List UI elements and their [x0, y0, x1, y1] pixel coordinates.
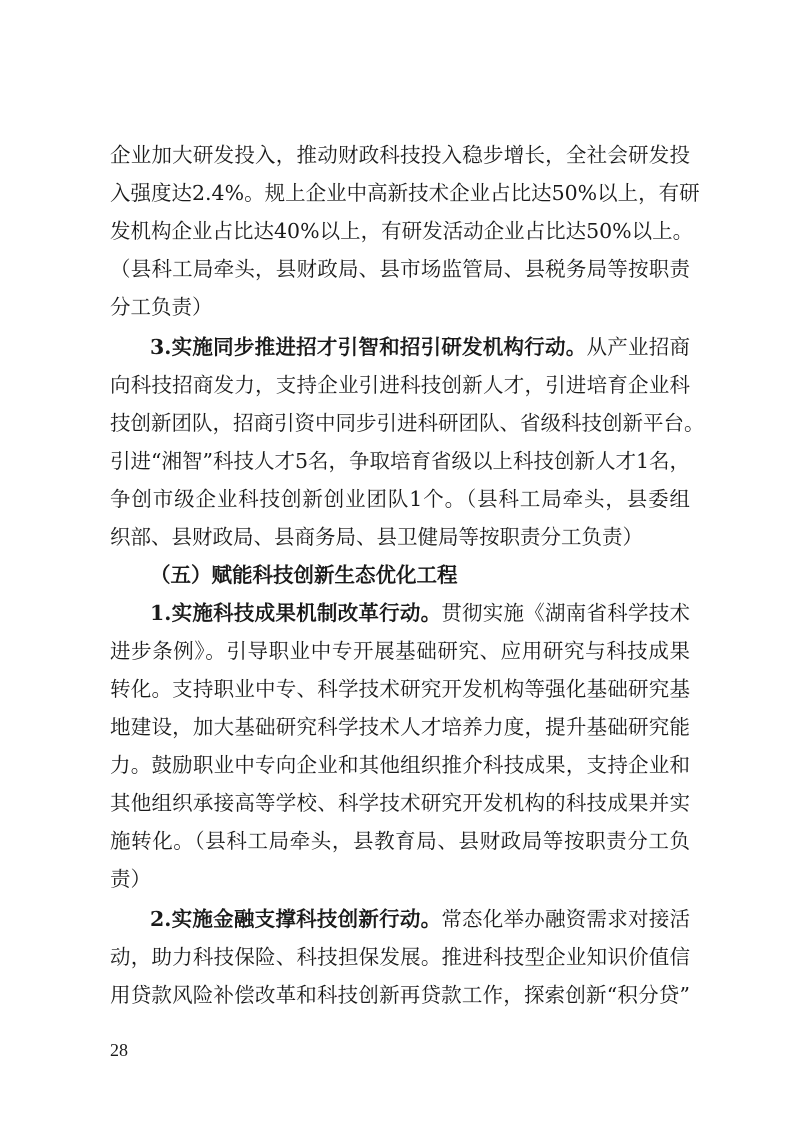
paragraph-first-line	[150, 332, 690, 362]
paragraph-line: 用贷款风险补偿改革和科技创新再贷款工作，探索创新“积分贷”	[110, 983, 690, 1007]
paragraph-text: 常态化举办融资需求对接活	[441, 907, 690, 931]
paragraph-line: 责）	[110, 867, 151, 891]
paragraph-text: 从产业招商	[586, 335, 691, 359]
paragraph-line: 动，助力科技保险、科技担保发展。推进科技型企业知识价值信	[110, 945, 690, 969]
paragraph-first-line	[150, 598, 690, 628]
paragraph-line: 进步条例》。引导职业中专开展基础研究、应用研究与科技成果	[110, 639, 690, 663]
paragraph-text: 贯彻实施《湖南省科学技术	[441, 601, 690, 625]
paragraph-title: 2.实施金融支撑科技创新行动。	[150, 907, 442, 931]
paragraph-line: （县科工局牵头，县财政局、县市场监管局、县税务局等按职责	[110, 257, 690, 281]
paragraph-line: 争创市级企业科技创新创业团队1个。（县科工局牵头，县委组	[110, 487, 690, 511]
paragraph-title: 1.实施科技成果机制改革行动。	[150, 601, 442, 625]
paragraph-line: 发机构企业占比达40%以上，有研发活动企业占比达50%以上。	[110, 219, 694, 243]
paragraph-first-line	[150, 904, 690, 934]
paragraph-line: 入强度达2.4%。规上企业中高新技术企业占比达50%以上，有研	[110, 181, 700, 205]
paragraph-line: 引进“湘智”科技人才5名，争取培育省级以上科技创新人才1名，	[110, 449, 691, 473]
section-heading: （五）赋能科技创新生态优化工程	[150, 563, 458, 587]
paragraph-line: 转化。支持职业中专、科学技术研究开发机构等强化基础研究基	[110, 677, 690, 701]
paragraph-line: 力。鼓励职业中专向企业和其他组织推介科技成果，支持企业和	[110, 753, 690, 777]
paragraph-line: 企业加大研发投入，推动财政科技投入稳步增长，全社会研发投	[110, 143, 690, 167]
paragraph-line: 技创新团队，招商引资中同步引进科研团队、省级科技创新平台。	[110, 411, 705, 435]
paragraph-title: 3.实施同步推进招才引智和招引研发机构行动。	[150, 335, 587, 359]
paragraph-line: 织部、县财政局、县商务局、县卫健局等按职责分工负责）	[110, 525, 643, 549]
paragraph-line: 地建设，加大基础研究科学技术人才培养力度，提升基础研究能	[110, 715, 690, 739]
paragraph-line: 分工负责）	[110, 295, 213, 319]
paragraph-line: 其他组织承接高等学校、科学技术研究开发机构的科技成果并实	[110, 791, 690, 815]
paragraph-line: 施转化。（县科工局牵头，县教育局、县财政局等按职责分工负	[110, 829, 690, 853]
paragraph-line: 向科技招商发力，支持企业引进科技创新人才，引进培育企业科	[110, 373, 690, 397]
page-number: 28	[110, 1040, 128, 1060]
